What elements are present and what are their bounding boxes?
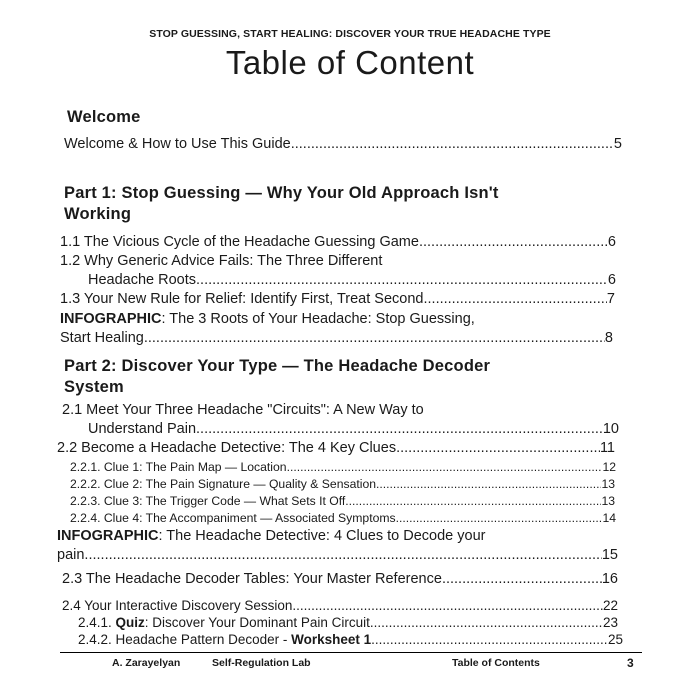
toc-entry-text: Start Healing (60, 330, 144, 346)
toc-entry-text: 2.4.1. Quiz: Discover Your Dominant Pain Circuit (78, 615, 370, 630)
toc-entry-1-3[interactable] (60, 291, 615, 307)
toc-entry-page: 8 (604, 330, 613, 346)
toc-entry-text: Headache Roots (88, 272, 197, 288)
leader-dots (370, 615, 603, 630)
toc-entry-2-3[interactable] (62, 571, 618, 587)
toc-infographic-1[interactable] (60, 330, 613, 346)
page-title: Table of Content (225, 44, 475, 81)
welcome-heading: Welcome (67, 108, 141, 126)
footer-section: Table of Contents (452, 657, 540, 669)
toc-entry-page: 14 (602, 511, 616, 525)
footer-lab: Self-Regulation Lab (212, 657, 311, 669)
toc-infographic-1-line1[interactable] (60, 311, 475, 327)
part2-heading-line2: System (64, 378, 124, 396)
toc-entry-2-4-2[interactable] (78, 632, 623, 647)
leader-dots (442, 571, 602, 587)
toc-entry-text: 1.1 The Vicious Cycle of the Headache Guessing Game (60, 234, 419, 250)
leader-dots (396, 511, 603, 525)
toc-infographic-2-line1[interactable] (57, 528, 485, 544)
toc-entry-text: 2.4 Your Interactive Discovery Session (62, 598, 293, 613)
leader-dots (84, 547, 601, 563)
toc-entry-page: 16 (601, 571, 618, 587)
toc-entry-2-1[interactable] (88, 421, 619, 437)
leader-dots (196, 272, 608, 288)
part1-heading-line1: Part 1: Stop Guessing — Why Your Old Approach Isn't (64, 184, 499, 202)
footer-author: A. Zarayelyan (112, 657, 181, 669)
leader-dots (371, 632, 608, 647)
toc-entry-text: 2.2.2. Clue 2: The Pain Signature — Quality & Sensation (70, 477, 376, 491)
toc-entry-page: 6 (607, 234, 616, 250)
leader-dots (423, 291, 606, 307)
toc-entry-2-2-1[interactable] (70, 460, 616, 474)
toc-infographic-2[interactable] (57, 547, 618, 563)
leader-dots (376, 477, 601, 491)
infographic-label: INFOGRAPHIC (60, 311, 162, 327)
leader-dots (196, 421, 603, 437)
part1-heading-line2: Working (64, 205, 132, 223)
part2-heading-line1: Part 2: Discover Your Type — The Headache Decoder (64, 357, 491, 375)
toc-entry-page: 13 (601, 494, 615, 508)
toc-entry-text: Welcome & How to Use This Guide (64, 136, 291, 152)
leader-dots (144, 330, 605, 346)
toc-entry-page: 10 (602, 421, 619, 437)
toc-entry-text: 2.3 The Headache Decoder Tables: Your Master Reference (62, 571, 442, 587)
toc-entry-text: 1.3 Your New Rule for Relief: Identify First, Treat Second (60, 291, 424, 307)
toc-entry-2-2-4[interactable] (70, 511, 616, 525)
toc-entry-2-2-2[interactable] (70, 477, 615, 491)
toc-entry-page: 6 (607, 272, 616, 288)
leader-dots (345, 494, 601, 508)
toc-entry-2-4-1[interactable] (78, 615, 618, 630)
toc-entry-text: 2.4.2. Headache Pattern Decoder - Worksheet 1 (78, 632, 372, 647)
leader-dots (291, 136, 614, 152)
infographic-title: : The 3 Roots of Your Headache: Stop Guessing, (161, 311, 475, 327)
toc-entry-2-2[interactable] (57, 440, 615, 456)
toc-entry-2-2-3[interactable] (70, 494, 615, 508)
leader-dots (419, 234, 608, 250)
leader-dots (287, 460, 603, 474)
toc-entry-page: 15 (601, 547, 618, 563)
toc-entry-1-1[interactable] (60, 234, 616, 250)
leader-dots (292, 598, 603, 613)
toc-entry-1-2[interactable] (88, 272, 616, 288)
toc-entry-welcome[interactable] (64, 136, 622, 152)
toc-entry-1-2-line1[interactable]: 1.2 Why Generic Advice Fails: The Three Different (60, 253, 383, 269)
toc-entry-text: 2.2.3. Clue 3: The Trigger Code — What Sets It Off (70, 494, 346, 508)
toc-entry-page: 5 (613, 136, 622, 152)
leader-dots (396, 440, 600, 456)
toc-entry-2-1-line1[interactable]: 2.1 Meet Your Three Headache "Circuits": A New Way to (62, 402, 424, 418)
toc-entry-page: 11 (599, 440, 615, 456)
toc-entry-page: 7 (606, 291, 615, 307)
footer-rule (60, 652, 642, 653)
footer-page-number: 3 (627, 656, 634, 670)
toc-entry-page: 12 (602, 460, 616, 474)
toc-entry-page: 23 (602, 615, 618, 630)
running-header: STOP GUESSING, START HEALING: DISCOVER YOUR TRUE HEADACHE TYPE (149, 28, 551, 40)
infographic-label: INFOGRAPHIC (57, 528, 159, 544)
toc-entry-text: 2.2 Become a Headache Detective: The 4 Key Clues (57, 440, 397, 456)
toc-entry-text: 2.2.4. Clue 4: The Accompaniment — Associated Symptoms (70, 511, 396, 525)
toc-entry-text: 2.2.1. Clue 1: The Pain Map — Location (70, 460, 287, 474)
toc-entry-page: 13 (601, 477, 615, 491)
toc-entry-text: pain (57, 547, 85, 563)
toc-entry-text: Understand Pain (88, 421, 197, 437)
toc-entry-page: 25 (607, 632, 623, 647)
toc-entry-page: 22 (602, 598, 618, 613)
toc-entry-2-4[interactable] (62, 598, 618, 613)
infographic-title: : The Headache Detective: 4 Clues to Decode your (158, 528, 486, 544)
